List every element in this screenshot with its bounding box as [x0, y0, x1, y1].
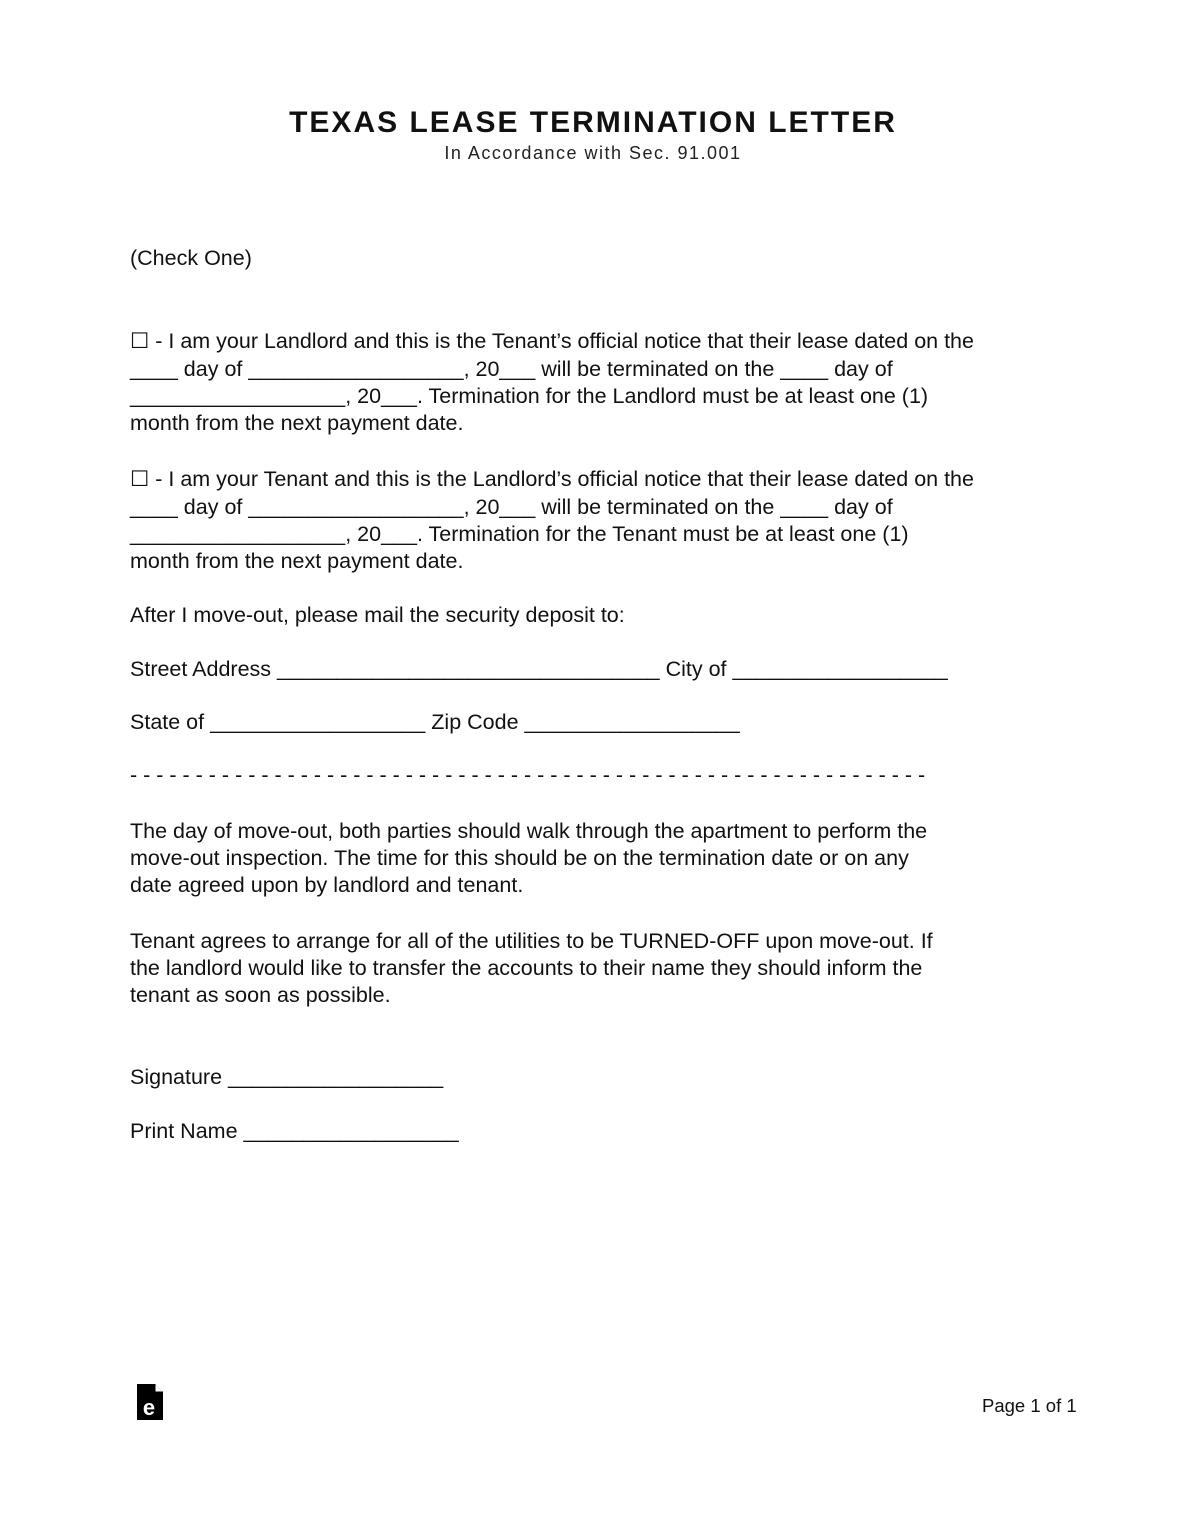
landlord-checkbox[interactable]: ☐ [130, 329, 150, 353]
inspection-line-2: move-out inspection. The time for this should be on the termination date or on any [130, 846, 909, 870]
svg-text:e: e [142, 1395, 156, 1420]
print-name-field[interactable]: Print Name __________________ [130, 1119, 459, 1143]
landlord-option-line-3: __________________, 20___. Termination for the Landlord must be at least one (1) [130, 384, 929, 408]
deposit-intro: After I move-out, please mail the security deposit to: [130, 603, 625, 627]
tenant-text: - I am your Tenant and this is the Landlord’s official notice that their lease dated on the [149, 467, 974, 491]
utilities-line-3: tenant as soon as possible. [130, 983, 391, 1007]
page-number: Page 1 of 1 [982, 1395, 1077, 1416]
tenant-option-line-4: month from the next payment date. [130, 549, 464, 573]
document-title: TEXAS LEASE TERMINATION LETTER [289, 106, 897, 139]
street-address-field[interactable]: Street Address ________________________________ City of __________________ [130, 657, 948, 681]
document-subtitle: In Accordance with Sec. 91.001 [444, 143, 742, 163]
tenant-checkbox[interactable]: ☐ [130, 467, 150, 491]
landlord-option-line-1 [130, 328, 974, 354]
utilities-line-2: the landlord would like to transfer the accounts to their name they should inform the [130, 956, 923, 980]
tenant-option-line-1 [130, 466, 974, 492]
tenant-option-line-3: __________________, 20___. Termination for the Tenant must be at least one (1) [130, 522, 909, 546]
state-zip-field[interactable]: State of __________________ Zip Code __________________ [130, 710, 740, 734]
eforms-logo-icon [137, 1384, 163, 1420]
landlord-option-line-2: ____ day of __________________, 20___ will be terminated on the ____ day of [130, 357, 893, 381]
landlord-option-line-4: month from the next payment date. [130, 411, 464, 435]
landlord-text: - I am your Landlord and this is the Tenant’s official notice that their lease dated on the [149, 329, 974, 353]
inspection-line-1: The day of move-out, both parties should walk through the apartment to perform the [130, 819, 928, 843]
tenant-option-line-2: ____ day of __________________, 20___ will be terminated on the ____ day of [130, 495, 893, 519]
check-one-label: (Check One) [130, 246, 252, 270]
dashed-divider: - - - - - - - - - - - - - - - - - - - - - - - - - - - - - - - - - - - - - - - - - - - - - - - - - - - - - - - - - - - - - [130, 763, 926, 787]
utilities-line-1: Tenant agrees to arrange for all of the utilities to be TURNED-OFF upon move-out. If [130, 929, 933, 953]
signature-field[interactable]: Signature __________________ [130, 1065, 444, 1089]
inspection-line-3: date agreed upon by landlord and tenant. [130, 873, 524, 897]
